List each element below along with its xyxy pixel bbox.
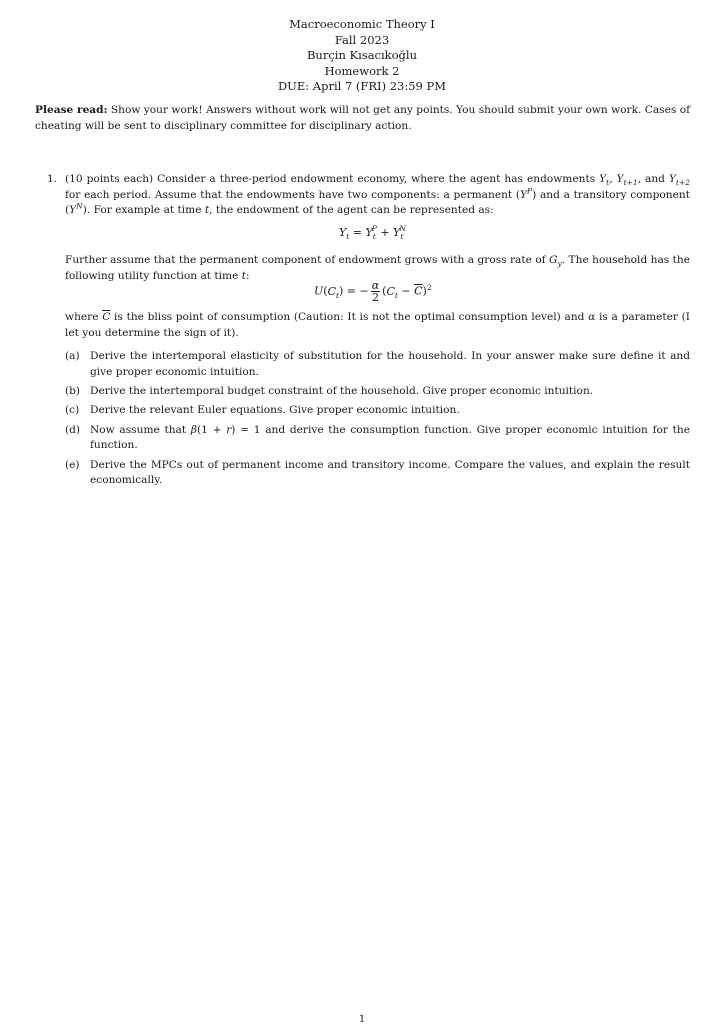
part-e: (e) Derive the MPCs out of permanent income and transitory income. Compare the values, and explain the result economically. xyxy=(65,458,690,487)
part-c: (c) Derive the relevant Euler equations. Give proper economic intuition. xyxy=(65,404,460,417)
notice-paragraph xyxy=(35,103,690,134)
assignment-title: Homework 2 xyxy=(324,63,400,78)
math-endowments: $Y_t$, $Y_{t+1}$ xyxy=(599,173,638,188)
document-header xyxy=(0,17,724,95)
notice-text: Show your work! Answers without work will not get any points. You should submit your own work. Cases of cheating will be sent to disciplinary committee for disciplinary action. xyxy=(35,104,690,132)
notice-label: Please read: xyxy=(35,104,108,116)
further-paragraph: Further assume that the permanent component of endowment grows with a gross rate of $G_y$. The household has the following utility function at time t: xyxy=(65,254,690,282)
question-number: 1. xyxy=(47,173,58,185)
part-a: (a) Derive the intertemporal elasticity of substitution for the household. In your answer make sure define it and give proper economic intuition. xyxy=(65,350,690,378)
instructor-name: Burçin Kısacıkoğlu xyxy=(306,48,418,63)
part-b: (b) Derive the intertemporal budget constraint of the household. Give proper economic intuition. xyxy=(65,385,594,397)
course-title: Macroeconomic Theory I xyxy=(289,17,435,31)
part-d: (d) Now assume that β(1 + r) = 1 and derive the consumption function. Give proper economic intuition for the function. xyxy=(65,423,691,452)
due-date: DUE: April 7 (FRI) 23:59 PM xyxy=(277,79,447,94)
page-number: 1 xyxy=(358,1014,366,1025)
where-paragraph: where $\overline{C}$ is the bliss point of consumption (Caution: It is not the optimal consumption level) and α is a parameter (I let you determine the sign of it). xyxy=(65,311,690,339)
question-intro: (10 points each) Consider a three-period endowment economy, where the agent has endowments $Y_t$, $Y_{t+1}$, and $Y_{t+2}$ for each period. Assume that the endowments have two components: a permanent $(Y^P)$ and a transitory component $(Y^N)$. For example at time t, the endowment of the agent can be represented as: xyxy=(65,173,691,217)
equation-utility: $U(C_t)$ = − $\frac{\alpha}{2}$ $(C_t - \overline{C})^2$ xyxy=(314,279,432,304)
equation-endowment: $Y_t = Y_t^P + Y_t^N$ xyxy=(339,224,406,242)
question-parts xyxy=(65,349,690,493)
question-1 xyxy=(47,172,690,219)
term: Fall 2023 xyxy=(334,32,390,47)
